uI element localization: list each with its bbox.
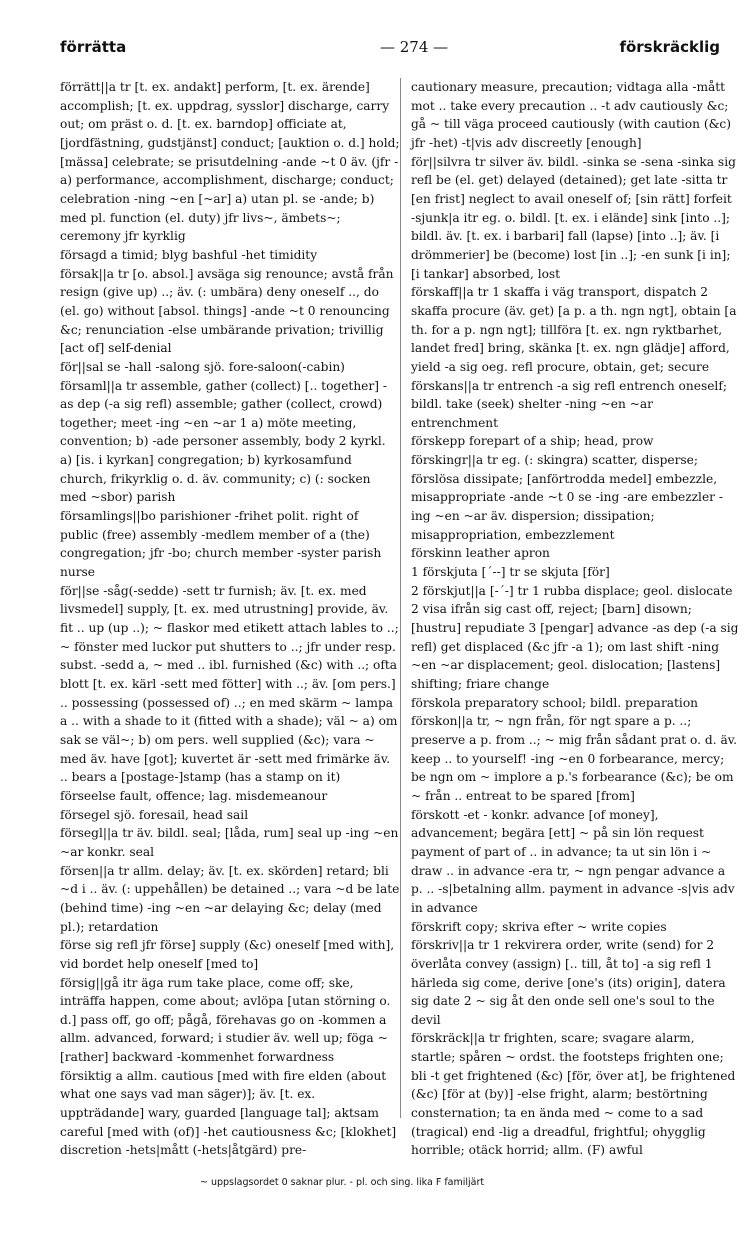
dictionary-entry: förskola preparatory school; bildl. preparation [411,695,699,710]
dictionary-entry: förskrift copy; skriva efter ~ write copies [411,919,667,934]
dictionary-entry: försiktig a allm. cautious [med with fire elden (about what one says vad man säger)]; äv. [t. ex. uppträdande] wary, guarded [language tal]; aktsam careful [med with (of)] -het cautiousness &c; [klokhet] discretion -hets|mått (-hets|åtgärd) pre- [60,1068,397,1158]
dictionary-entry: för||sal se -hall -salong sjö. fore-saloon(-cabin) [60,359,345,374]
page-number: — 274 — [380,38,449,56]
dictionary-entry: förseelse fault, offence; lag. misdemeanour [60,788,328,803]
dictionary-entry: 2 förskjut||a [-´-] tr 1 rubba displace; geol. dislocate 2 visa ifrån sig cast off, reject; [barn] disown; [hustru] repudiate 3 [pengar] advance -as dep (-a sig refl) get displaced (&c jfr -a 1); om last shift -ning ~en ~ar displacement; geol. dislocation; [lastens] shifting; friare change [411,583,739,691]
dictionary-entry: för||se -såg(-sedde) -sett tr furnish; äv. [t. ex. med livsmedel] supply, [t. ex. med utrustning] provide, äv. fit .. up (up ..); ~ flaskor med etikett attach lables to ..; ~ fönster med luckor put shutters to ..; jfr under resp. subst. -sedd a, ~ med .. ibl. furnished (&c) with ..; ofta blott [t. ex. kärl -sett med fötter] with ..; äv. [om pers.] .. possessing (possessed of) ..; en med skärm ~ lampa a .. with a shade to it (fitted with a shade); väl ~ a) om sak se väl~; b) om pers. well supplied (&c); vara ~ med äv. have [got]; kuvertet är -sett med frimärke äv. .. bears a [postage-]stamp (has a stamp on it) [60,583,399,785]
dictionary-entry: församl||a tr assemble, gather (collect) [.. together] -as dep (-a sig refl) assemble; gather (collect, crowd) together; meet -ing ~en ~ar 1 a) möte meeting, convention; b) -ade personer assembly, body 2 kyrkl. a) [is. i kyrkan] congregation; b) kyrkosamfund church, frikyrklig o. d. äv. community; c) (: socken med ~sbor) parish [60,378,387,505]
right-column [411,78,739,1160]
dictionary-entry: förskräck||a tr frighten, scare; svagare alarm, startle; spåren ~ ordst. the footsteps frighten one; bli -t get frightened (&c) [för, över at], be frightened (&c) [för at (by)] -else fright, alarm; bestörtning consternation; ta en ända med ~ come to a sad (tragical) end -lig a dreadful, frightful; ohygglig horrible; otäck horrid; allm. (F) awful [411,1031,736,1158]
page-header [60,38,720,60]
dictionary-entry: förse sig refl jfr förse] supply (&c) oneself [med with], vid bordet help oneself [med to] [60,938,395,971]
footer-legend: ~ uppslagsordet 0 saknar plur. - pl. och sing. lika F familjärt [200,1177,485,1188]
dictionary-entry: församlings||bo parishioner -frihet polit. right of public (free) assembly -medlem member of a (the) congregation; jfr -bo; church member -syster parish nurse [60,509,382,580]
dictionary-entry: försen||a tr allm. delay; äv. [t. ex. skörden] retard; bli ~d i .. äv. (: uppehållen) be detained ..; vara ~d be late (behind time) -ing ~en ~ar delaying &c; delay (med pl.); retardation [60,863,400,934]
dictionary-entry: försegel sjö. foresail, head sail [60,807,249,822]
left-column [60,78,400,1160]
dictionary-entry: förskinn leather apron [411,546,550,561]
dictionary-entry: för||silvra tr silver äv. bildl. -sinka se -sena -sinka sig refl be (el. get) delayed (detained); get late -sitta tr [en frist] neglect to avail oneself of; [sin rätt] forfeit -sjunk|a itr eg. o. bildl. [t. ex. i elände] sink [into ..]; bildl. äv. [t. ex. i barbari] fall (lapse) [into ..]; äv. [i drömmerier] be (become) lost [in ..]; -en sunk [i in]; [i tankar] absorbed, lost [411,154,736,281]
dictionary-entry: förskaff||a tr 1 skaffa i väg transport, dispatch 2 skaffa procure (äv. get) [a p. a th. ngn ngt], obtain [a th. for a p. ngn ngt]; tillföra [t. ex. ngn ryktbarhet, landet fred] bring, skänka [t. ex. ngn glädje] afford, yield -a sig oeg. refl procure, obtain, get; secure [411,285,737,374]
dictionary-entry: försagd a timid; blyg bashful -het timidity [60,247,318,262]
header-first-word: förrätta [60,38,127,56]
dictionary-entry: förrätt||a tr [t. ex. andakt] perform, [t. ex. ärende] accomplish; [t. ex. uppdrag, sysslor] discharge, carry out; om präst o. d. [t. ex. barndop] officiate at, [jordfästning, gudstjänst] conduct; [auktion o. d.] hold; [mässa] celebrate; se prisutdelning -ande ~t 0 äv. (jfr -a) performance, accomplishment, discharge; conduct; celebration -ning ~en [~ar] a) utan pl. se -ande; b) med pl. function (el. duty) jfr livs~, ämbets~; ceremony jfr kyrklig [60,80,400,244]
dictionary-entry: 1 förskjuta [´--] tr se skjuta [för] [411,565,610,580]
dictionary-entry: försak||a tr [o. absol.] avsäga sig renounce; avstå från resign (give up) ..; äv. (: umbära) deny oneself .., do (el. go) without [absol. things] -ande ~t 0 renouncing &c; renunciation -else umbärande privation; trivillig [act of] self-denial [60,266,394,356]
dictionary-entry: cautionary measure, precaution; vidtaga alla -mått mot .. take every precaution .. -t adv cautiously &c; gå ~ till väga proceed cautiously (with caution (&c) jfr -het) -t|vis adv discreetly [enough] [411,80,731,150]
dictionary-entry: förskans||a tr entrench -a sig refl entrench oneself; bildl. take (seek) shelter -ning ~en ~ar entrenchment [411,378,727,430]
dictionary-entry: försig||gå itr äga rum take place, come off; ske, inträffa happen, come about; avlöpa [utan störning o. d.] pass off, go off; pågå, förehavas go on -kommen a allm. advanced, forward; i studier äv. well up; föga ~ [rather] backward -kommenhet forwardness [60,975,391,1065]
dictionary-entry: förskriv||a tr 1 rekvirera order, write (send) for 2 överlåta convey (assign) [.. till, åt to] -a sig refl 1 härleda sig come, derive [one's (its) origin], datera sig date 2 ~ sig åt den onde sell one's soul to the devil [411,938,726,1027]
column-divider [400,78,401,1118]
header-last-word: förskräcklig [619,38,720,56]
dictionary-entry: förskott -et - konkr. advance [of money], advancement; begära [ett] ~ på sin lön request payment of part of .. in advance; ta ut sin lön i ~ draw .. in advance -era tr, ~ ngn pengar advance a p. .. -s|betalning allm. payment in advance -s|vis adv in advance [411,807,735,915]
dictionary-entry: försegl||a tr äv. bildl. seal; [låda, rum] seal up -ing ~en ~ar konkr. seal [60,826,399,859]
dictionary-entry: förskepp forepart of a ship; head, prow [411,434,654,449]
dictionary-entry: förskon||a tr, ~ ngn från, för ngt spare a p. ..; preserve a p. from ..; ~ mig från sådant prat o. d. äv. keep .. to yourself! -ing ~en 0 forbearance, mercy; be ngn om ~ implore a p.'s forbearance (&c); be om ~ från .. entreat to be spared [from] [411,714,738,803]
dictionary-entry: förskingr||a tr eg. (: skingra) scatter, disperse; förslösa dissipate; [anförtrodda medel] embezzle, misappropriate -ande ~t 0 se -ing -are embezzler -ing ~en ~ar äv. dispersion; dissipation; misappropriation, embezzlement [411,453,723,542]
